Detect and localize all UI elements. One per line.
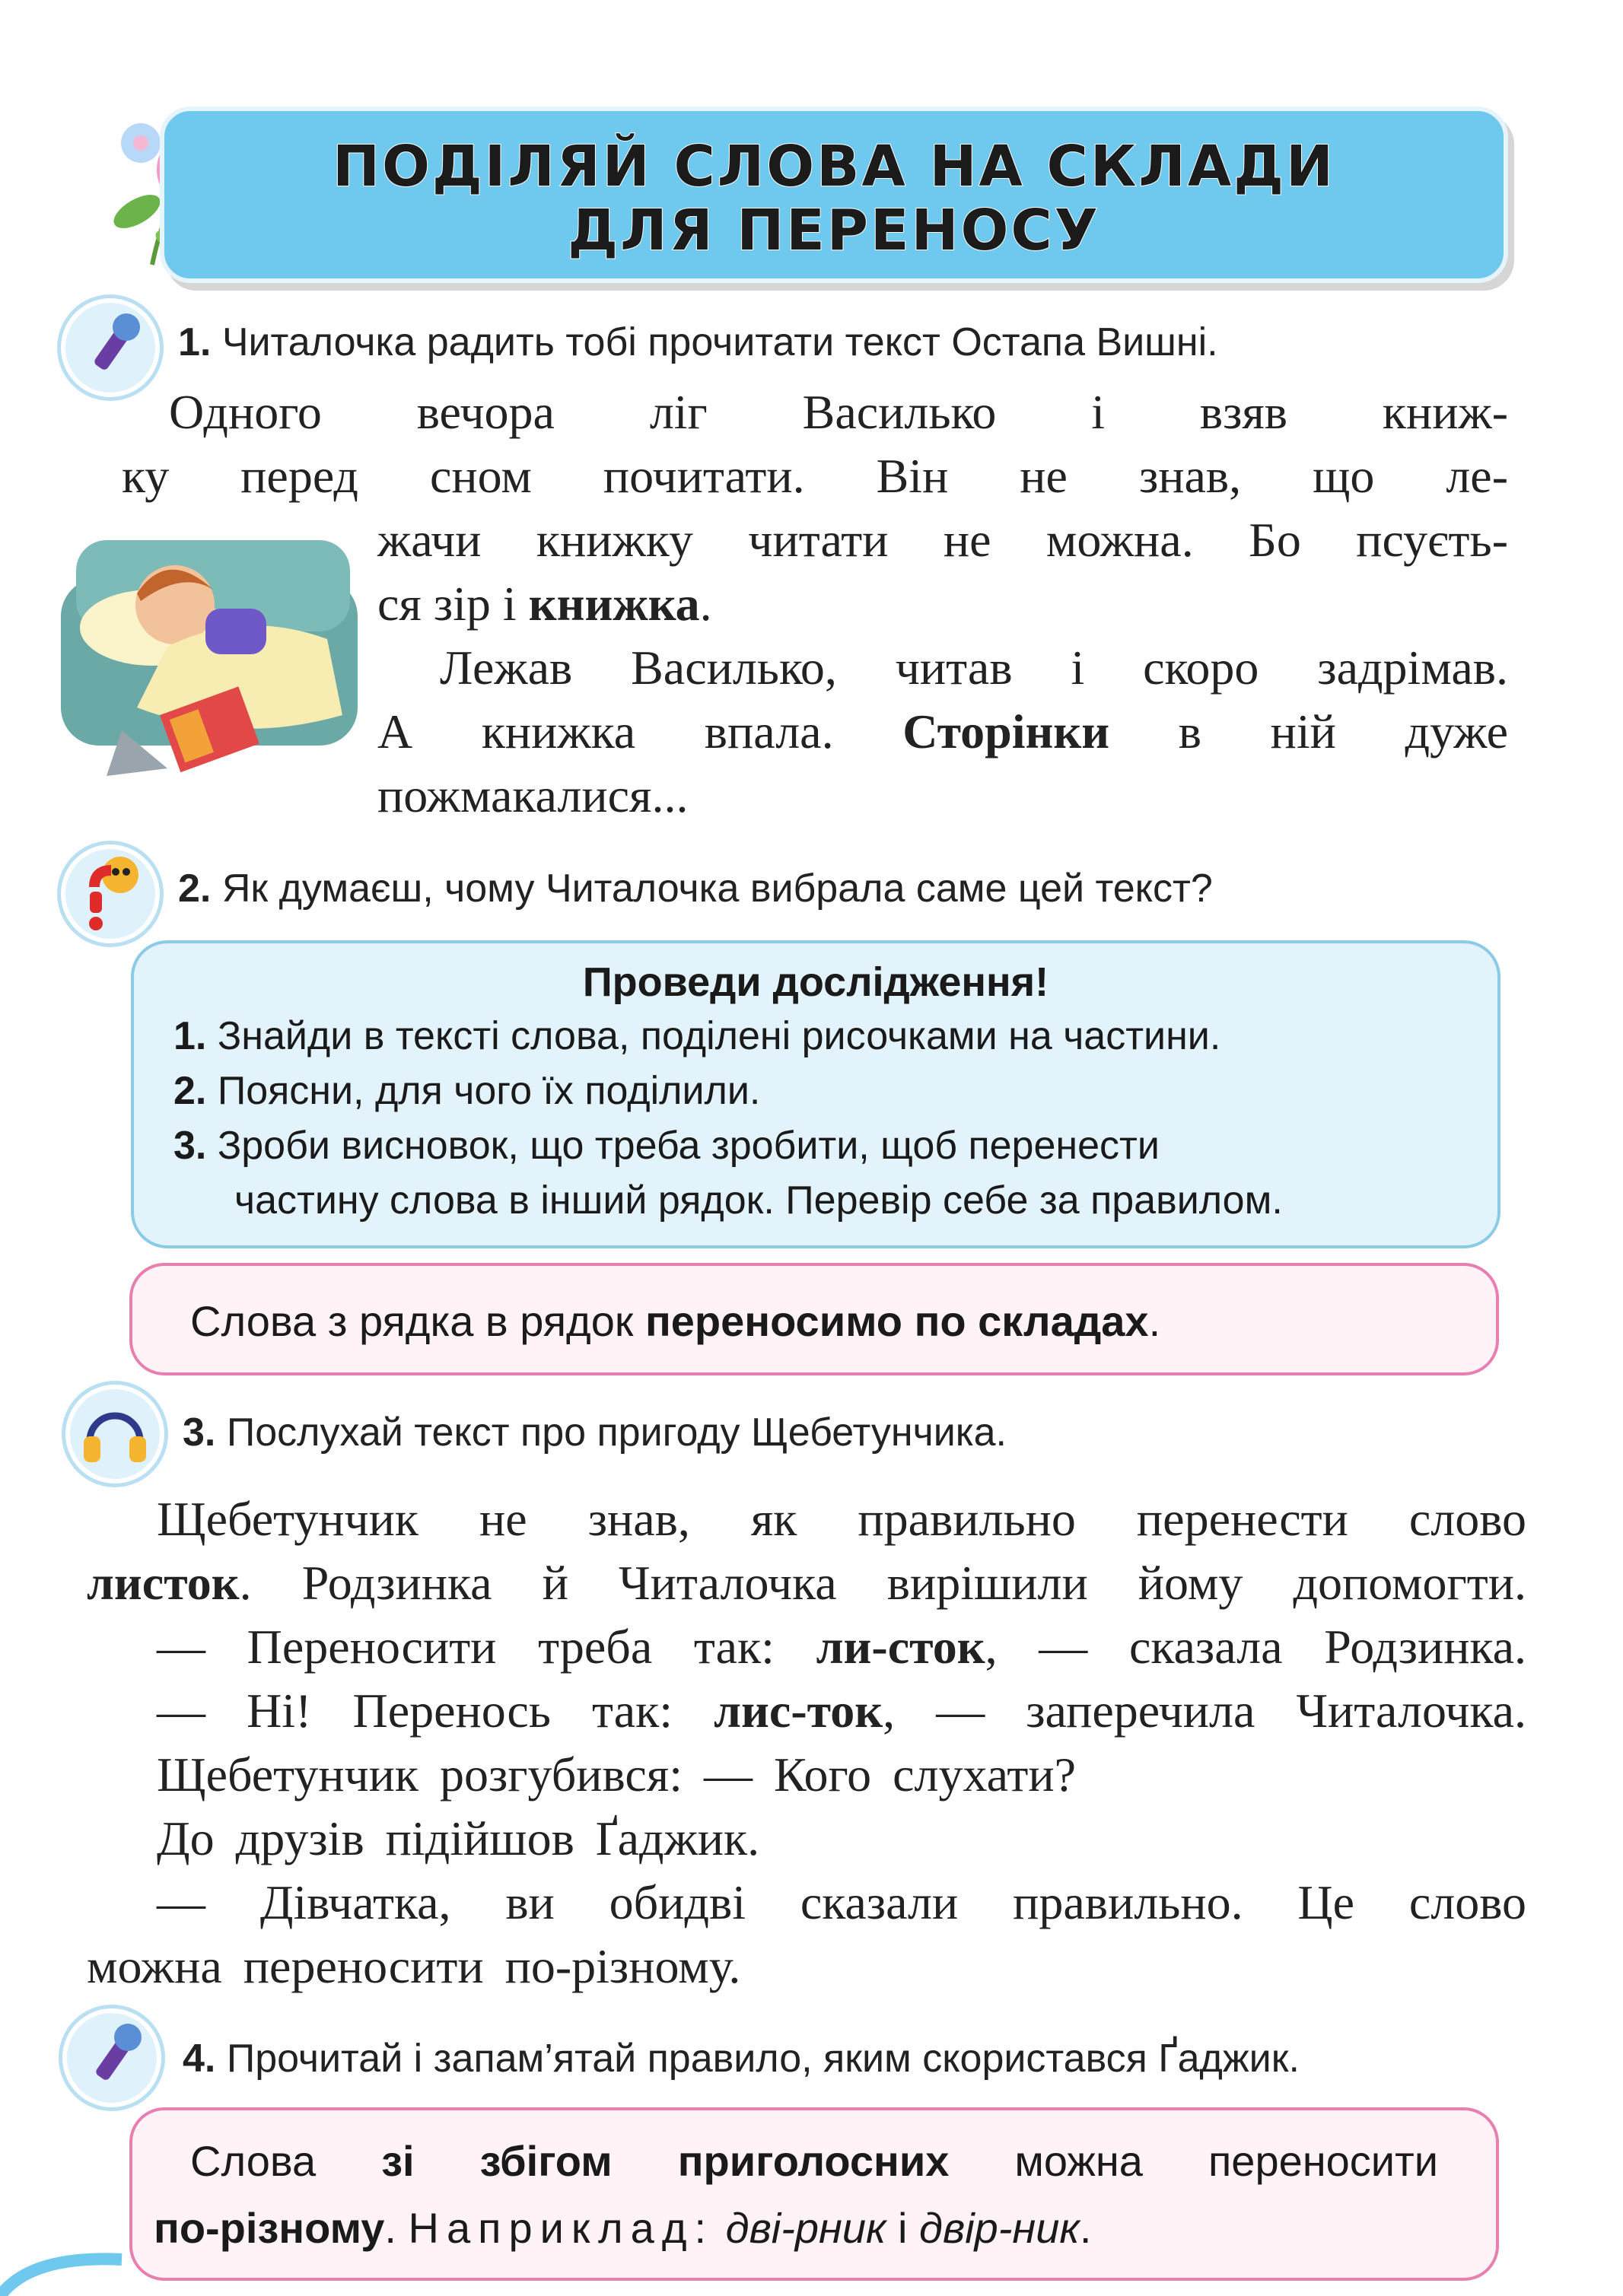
title-line-2: ДЛЯ ПЕРЕНОСУ <box>568 198 1100 263</box>
task-text: Як думаєш, чому Читалочка вибрала саме цей текст? <box>221 867 1213 911</box>
research-item-continuation: частину слова в інший рядок. Перевір себе за правилом. <box>234 1178 1283 1223</box>
reading-line: пожмакалися... <box>377 768 689 822</box>
task-text: Послухай текст про пригоду Щебетунчика. <box>226 1410 1007 1455</box>
microphone-icon <box>65 303 155 393</box>
reading-line: жачи книжку читати не можна. Бо псуєть- <box>377 513 1508 567</box>
research-item: 2. Поясни, для чого їх поділили. <box>173 1069 761 1113</box>
question-mascot-icon <box>65 849 155 939</box>
task-number: 4. <box>183 2037 216 2081</box>
task-number: 3. <box>183 1410 216 1455</box>
rule-text-line-1: Слова зі збігом приголосних можна переносити <box>190 2137 1439 2185</box>
task-number: 1. <box>178 320 212 364</box>
sleeping-boy-illustration <box>53 517 365 784</box>
story-line: Щебетунчик розгубився: — Кого слухати? <box>157 1747 1076 1802</box>
rule-text: Слова з рядка в рядок переносимо по складах. <box>190 1297 1161 1345</box>
story-line: Щебетунчик не знав, як правильно перенести слово <box>157 1492 1526 1546</box>
headphones-icon-circle <box>65 1385 164 1483</box>
story-line: можна переносити по-різному. <box>87 1939 741 1993</box>
title-banner <box>160 107 1508 283</box>
story-line: листок. Родзинка й Читалочка вирішили йому допомогти. <box>87 1556 1526 1610</box>
rule-text-line-2: по-різному. Наприклад: дві-рник і двір-ник. <box>154 2204 1092 2252</box>
task-number: 2. <box>178 867 212 911</box>
reading-line: Лежав Василько, читав і скоро задрімав. <box>440 641 1508 695</box>
microphone-icon-circle <box>61 298 160 397</box>
question-mascot-circle <box>61 844 160 943</box>
reading-line: Одного вечора ліг Василько і взяв книж- <box>169 385 1508 439</box>
research-item: 3. Зроби висновок, що треба зробити, щоб перенести <box>173 1124 1160 1168</box>
story-line: До друзів підійшов Ґаджик. <box>157 1811 760 1865</box>
task-3-heading <box>183 1410 1007 1455</box>
page-corner-decoration <box>0 2252 152 2296</box>
task-1-heading <box>178 320 1218 365</box>
headphones-icon <box>70 1389 160 1479</box>
reading-line-4: ся зір і книжка. <box>377 577 712 631</box>
rule-box-2 <box>129 2107 1499 2281</box>
task-4-heading <box>183 2036 1300 2081</box>
research-box <box>131 940 1500 1248</box>
reading-line: ку перед сном почитати. Він не знав, що ле- <box>122 449 1508 503</box>
research-item: 1. Знайди в тексті слова, поділені рисочками на частини. <box>173 1014 1221 1058</box>
reading-line-6: А книжка впала. Сторінки в ній дуже <box>377 704 1508 758</box>
rule-box-1 <box>129 1263 1499 1375</box>
story-line: — Переносити треба так: ли-сток, — сказала Родзинка. <box>157 1620 1527 1674</box>
task-2-heading <box>178 866 1213 911</box>
microphone-icon <box>67 2013 157 2103</box>
task-text: Читалочка радить тобі прочитати текст Остапа Вишні. <box>221 320 1218 364</box>
story-line: — Дівчатка, ви обидві сказали правильно. Це слово <box>157 1875 1526 1929</box>
task-text: Прочитай і запам’ятай правило, яким скористався Ґаджик. <box>226 2037 1300 2081</box>
title-line-1: ПОДІЛЯЙ СЛОВА НА СКЛАДИ <box>333 134 1335 199</box>
research-title: Проведи дослідження! <box>582 959 1049 1005</box>
microphone-icon-circle <box>62 2008 161 2107</box>
story-line: — Ні! Перенось так: лис-ток, — заперечила Читалочка. <box>157 1684 1527 1738</box>
